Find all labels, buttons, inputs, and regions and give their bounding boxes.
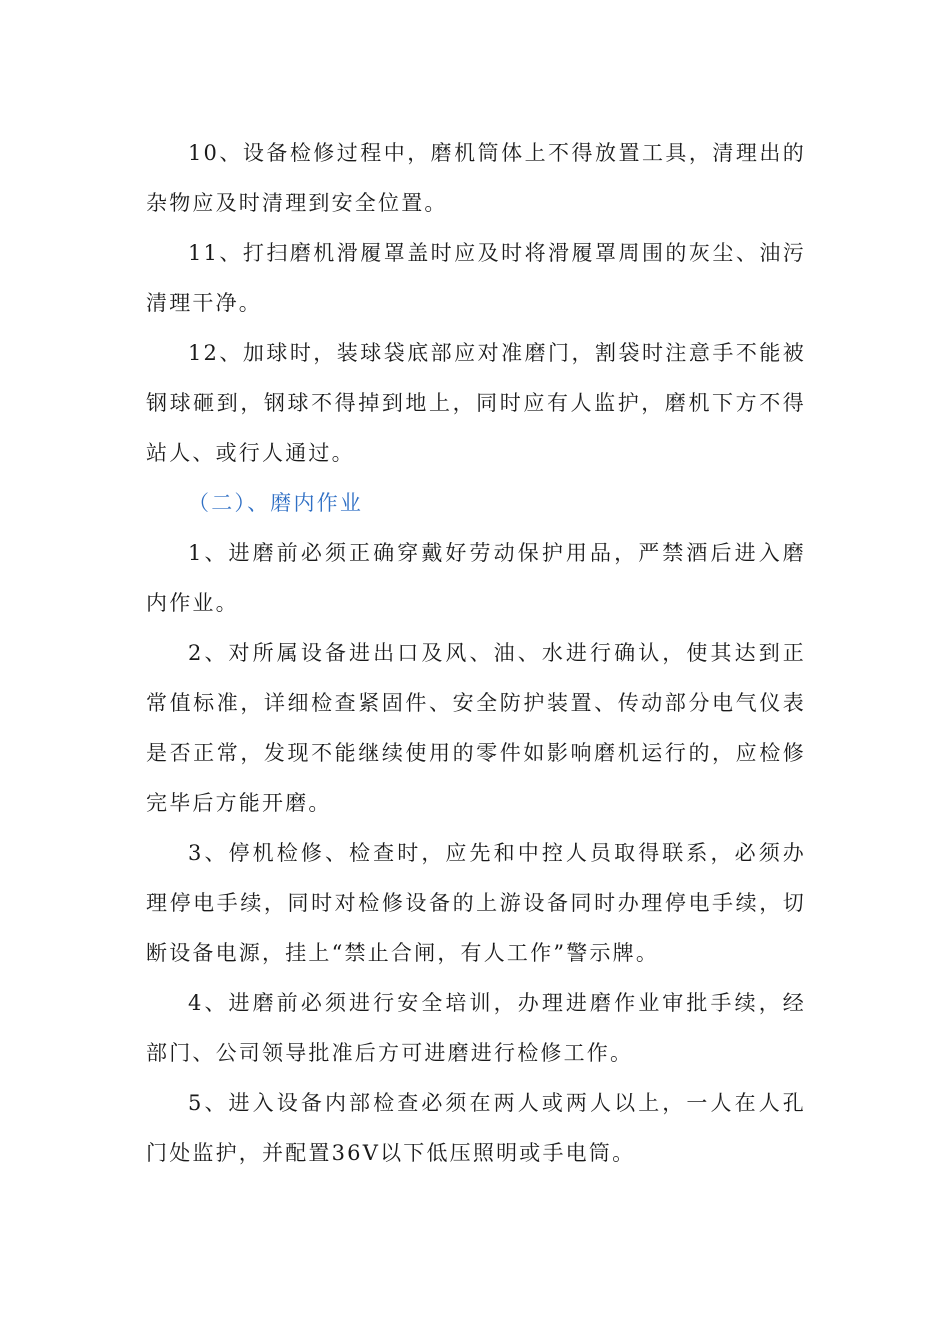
section-item-3: 3、停机检修、检查时，应先和中控人员取得联系，必须办理停电手续，同时对检修设备的上游设备同时办理停电手续，切断设备电源，挂上“禁止合闸，有人工作”警示牌。 [146,841,806,965]
document-body [146,128,806,1178]
section-heading: （二）、磨内作业 [188,491,364,515]
paragraph-item-12: 12、加球时，装球袋底部应对准磨门，割袋时注意手不能被钢球砸到，钢球不得掉到地上，同时应有人监护，磨机下方不得站人、或行人通过。 [146,341,806,465]
section-item-4: 4、进磨前必须进行安全培训，办理进磨作业审批手续，经部门、公司领导批准后方可进磨进行检修工作。 [146,991,806,1065]
section-item-2: 2、对所属设备进出口及风、油、水进行确认，使其达到正常值标准，详细检查紧固件、安全防护装置、传动部分电气仪表是否正常，发现不能继续使用的零件如影响磨机运行的，应检修完毕后方能开磨。 [146,641,806,815]
section-item-1: 1、进磨前必须正确穿戴好劳动保护用品，严禁酒后进入磨内作业。 [146,541,806,615]
paragraph-item-11: 11、打扫磨机滑履罩盖时应及时将滑履罩周围的灰尘、油污清理干净。 [146,241,806,315]
section-item-5: 5、进入设备内部检查必须在两人或两人以上，一人在人孔门处监护，并配置36V以下低压照明或手电筒。 [146,1091,806,1165]
paragraph-item-10: 10、设备检修过程中，磨机筒体上不得放置工具，清理出的杂物应及时清理到安全位置。 [146,141,806,215]
